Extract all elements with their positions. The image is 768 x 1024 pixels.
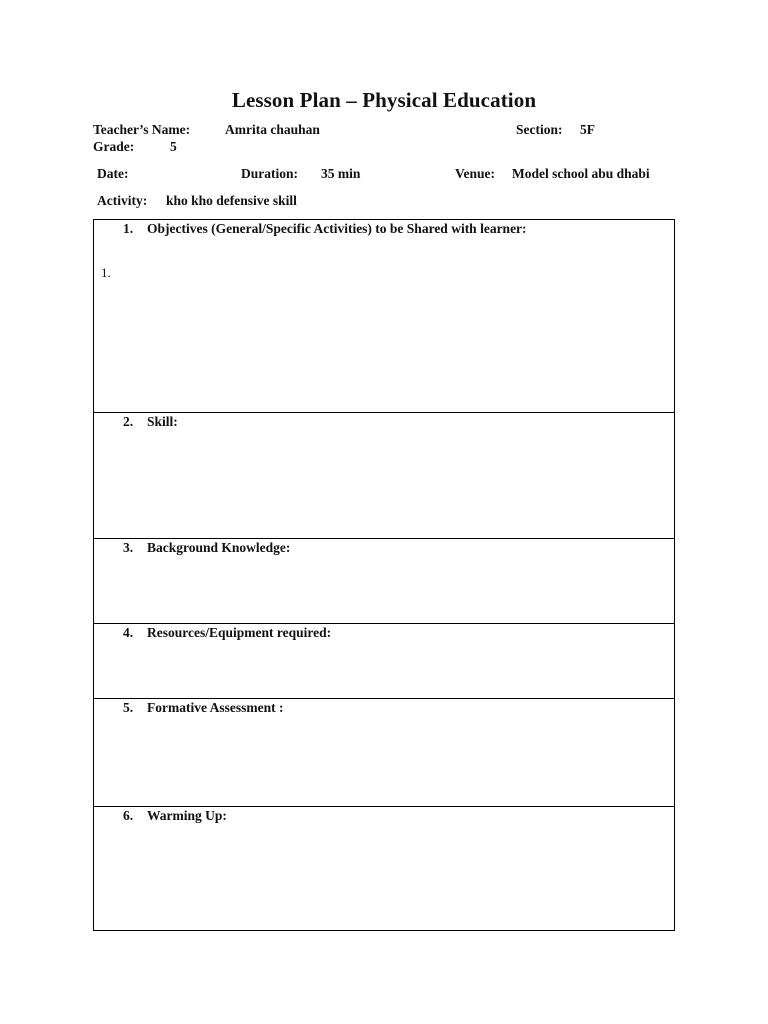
section-objectives [94, 220, 674, 412]
activity-label: Activity: [97, 193, 148, 208]
venue-label: Venue: [455, 166, 496, 181]
section-heading: Objectives (General/Specific Activities) to be Shared with learner: [147, 221, 527, 236]
grade-label: Grade: [93, 139, 135, 154]
section-warming-up [94, 806, 674, 930]
section-skill [94, 412, 674, 538]
section-formative-assessment [94, 698, 674, 806]
duration-value: 35 min [321, 166, 361, 181]
duration-label: Duration: [241, 166, 298, 181]
section-heading: Resources/Equipment required: [147, 625, 332, 640]
section-number: 5. [123, 700, 134, 715]
teacher-name-label: Teacher’s Name: [93, 122, 191, 137]
section-number: 1. [123, 221, 134, 236]
date-label: Date: [97, 166, 129, 181]
document-title: Lesson Plan – Physical Education [231, 88, 537, 112]
section-heading: Skill: [147, 414, 178, 429]
section-heading: Warming Up: [147, 808, 227, 823]
section-label: Section: [516, 122, 563, 137]
activity-value: kho kho defensive skill [166, 193, 297, 208]
grade-value: 5 [170, 139, 177, 154]
section-number: 2. [123, 414, 134, 429]
teacher-name-value: Amrita chauhan [225, 122, 320, 137]
lesson-plan-table [93, 219, 675, 931]
section-resources [94, 623, 674, 698]
section-background-knowledge [94, 538, 674, 623]
section-value: 5F [580, 122, 595, 137]
venue-value: Model school abu dhabi [512, 166, 650, 181]
section-heading: Background Knowledge: [147, 540, 291, 555]
section-number: 6. [123, 808, 134, 823]
section-number: 4. [123, 625, 134, 640]
section-number: 3. [123, 540, 134, 555]
section-heading: Formative Assessment : [147, 700, 284, 715]
objective-item: 1. [101, 265, 111, 280]
